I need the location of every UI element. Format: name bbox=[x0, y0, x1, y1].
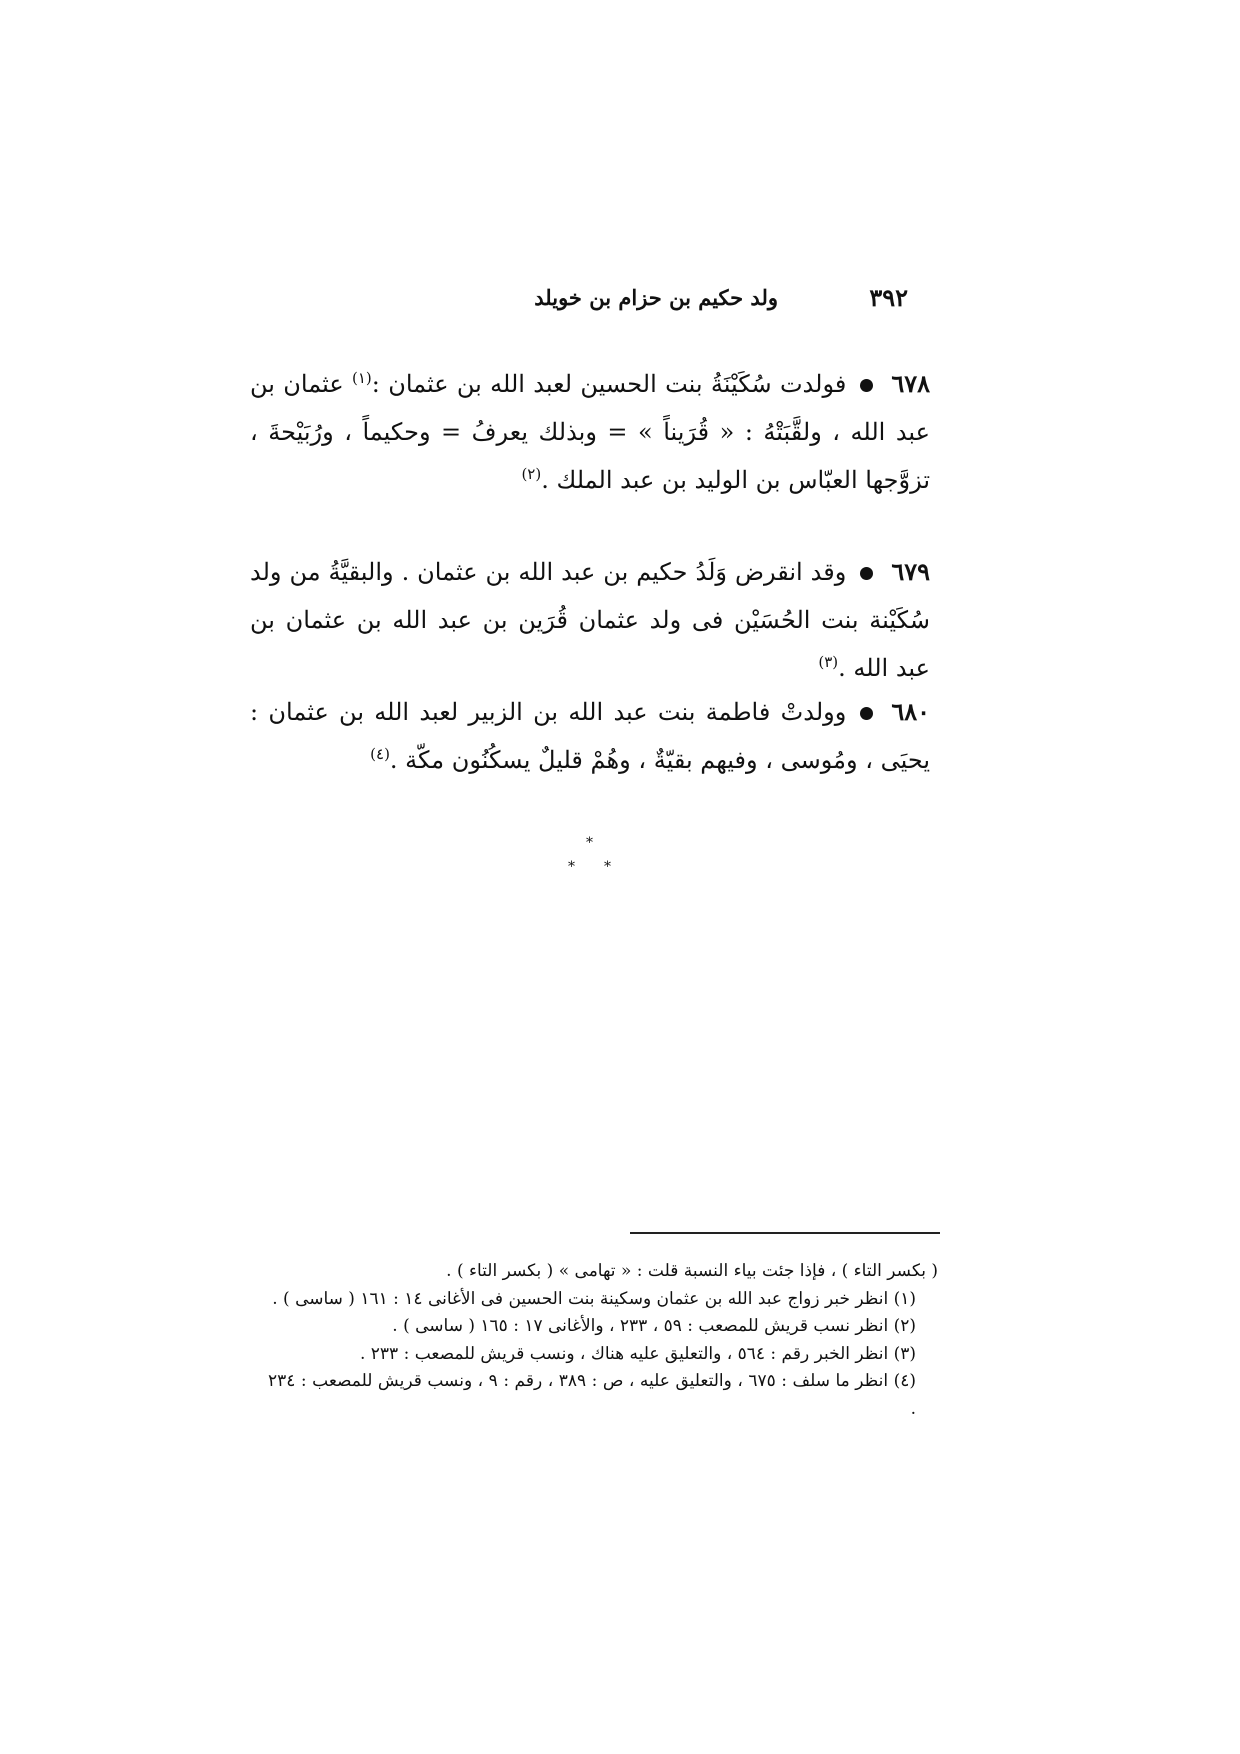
entry-679 bbox=[250, 548, 930, 692]
asterisk-icon: * bbox=[604, 859, 611, 875]
page-header bbox=[478, 283, 908, 319]
footnote-1: (١) انظر خبر زواج عبد الله بن عثمان وسكينة بنت الحسين فى الأغانى ١٤ : ١٦١ ( ساسى ) . bbox=[272, 1288, 916, 1309]
section-divider-asterism bbox=[560, 836, 620, 886]
entry-number: ٦٧٩ bbox=[891, 557, 930, 586]
footnote-continuation: ( بكسر التاء ) ، فإذا جئت بياء النسبة قلت : « تهامى » ( بكسر التاء ) . bbox=[446, 1261, 938, 1281]
entry-text: وولدتْ فاطمة بنت عبد الله بن الزبير لعبد الله بن عثمان : يحيَى ، ومُوسى ، وفيهم بقيّةٌ ، وهُمْ قليلٌ يسكُنُون مكّة . bbox=[250, 698, 930, 774]
entry-678 bbox=[250, 360, 930, 504]
footnotes bbox=[268, 1258, 938, 1423]
asterisk-icon: * bbox=[568, 859, 575, 875]
page-number: ٣٩٢ bbox=[869, 283, 908, 312]
footnote-marker: (٤) bbox=[370, 745, 390, 763]
entry-text-continued: عثمان بن عبد الله ، ولقَّبَتْهُ : « قُرَيناً » = وبذلك يعرفُ = وحكيماً ، ورُبَيْحةَ ، تزوَّجها العبّاس بن الوليد بن عبد الملك . bbox=[250, 370, 930, 494]
footnote-marker: (٣) bbox=[818, 653, 839, 671]
entry-text: وقد انقرض وَلَدُ حكيم بن عبد الله بن عثمان . والبقيَّةُ من ولد سُكَيْنة بنت الحُسَيْن فى ولد عثمان قُرَين بن عبد الله بن عثمان بن عبد الله . bbox=[250, 558, 930, 682]
entry-680 bbox=[250, 688, 930, 784]
footnote-separator bbox=[630, 1232, 940, 1234]
bullet-icon bbox=[860, 567, 873, 580]
asterisk-icon: * bbox=[586, 835, 593, 851]
footnote-marker: (١) bbox=[352, 369, 372, 387]
entry-text: فولدت سُكَيْنَةُ بنت الحسين لعبد الله بن عثمان : bbox=[371, 370, 847, 398]
footnote-2: (٢) انظر نسب قريش للمصعب : ٥٩ ، ٢٣٣ ، والأغانى ١٧ : ١٦٥ ( ساسى ) . bbox=[392, 1316, 916, 1336]
footnote-4: (٤) انظر ما سلف : ٦٧٥ ، والتعليق عليه ، ص : ٣٨٩ ، رقم : ٩ ، ونسب قريش للمصعب : ٢٣٤ . bbox=[268, 1371, 916, 1419]
footnote-3: (٣) انظر الخبر رقم : ٥٦٤ ، والتعليق عليه هناك ، ونسب قريش للمصعب : ٢٣٣ . bbox=[359, 1343, 916, 1364]
running-title: ولد حكيم بن حزام بن خويلد bbox=[534, 285, 778, 310]
entry-number: ٦٨٠ bbox=[891, 697, 930, 726]
bullet-icon bbox=[860, 379, 873, 392]
footnote-marker: (٢) bbox=[521, 465, 542, 483]
bullet-icon bbox=[860, 707, 873, 720]
entry-number: ٦٧٨ bbox=[891, 369, 931, 398]
